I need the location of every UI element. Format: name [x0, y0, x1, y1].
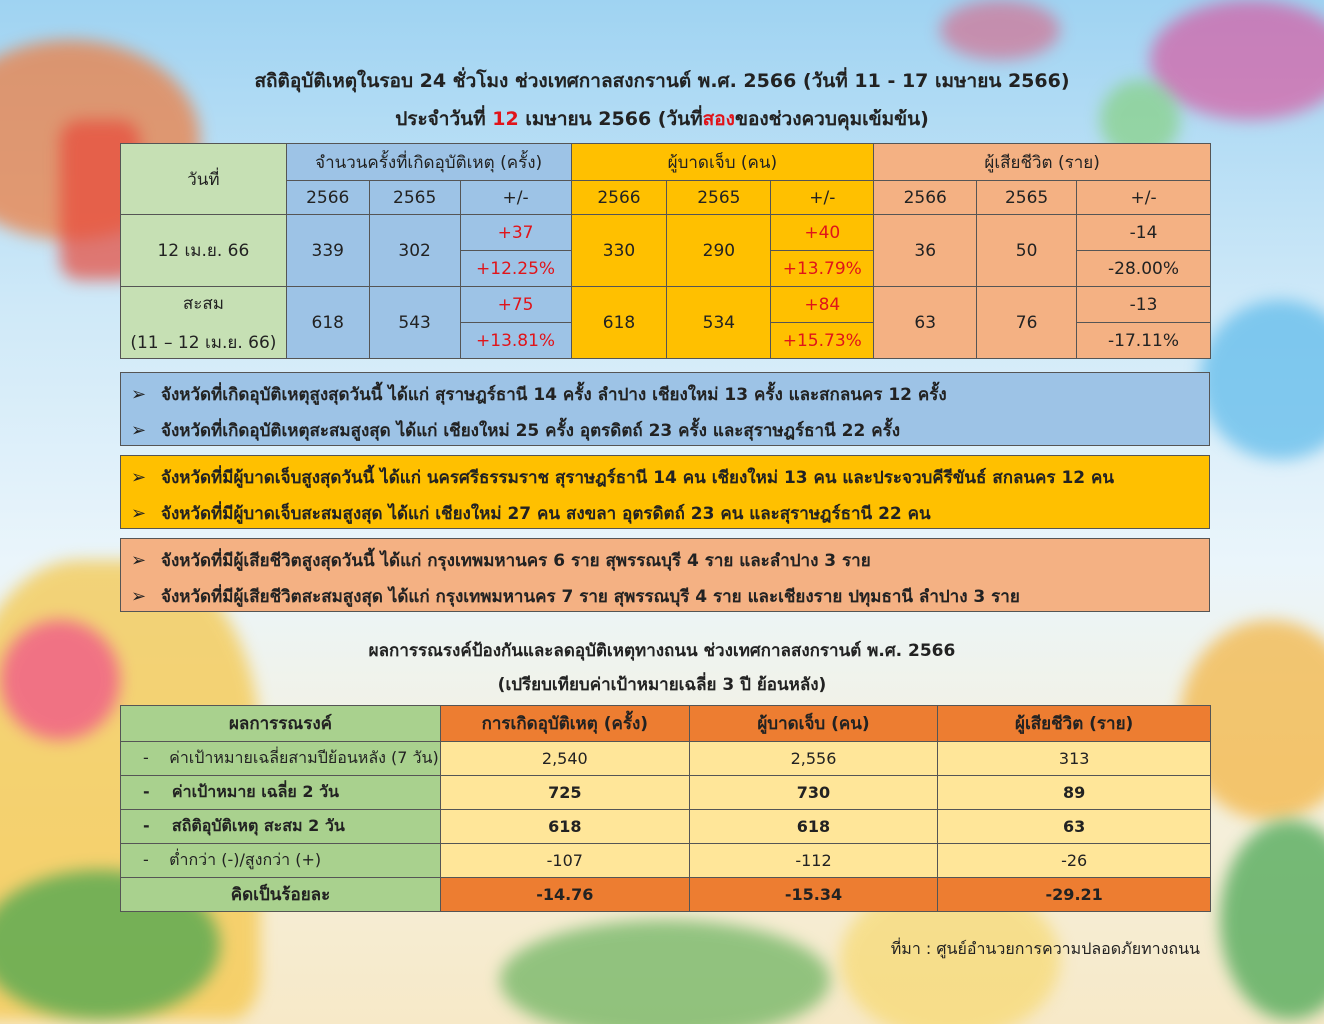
col-diff: +/-	[771, 181, 874, 215]
table-cell: -29.21	[938, 878, 1211, 912]
deaths-group-header: ผู้เสียชีวิต (ราย)	[874, 144, 1211, 181]
table-cell: 725	[440, 776, 689, 810]
table-cell: -17.11%	[1077, 323, 1211, 359]
table-cell: -28.00%	[1077, 251, 1211, 287]
total-row-label: คิดเป็นร้อยละ	[121, 878, 441, 912]
table-cell: 63	[874, 287, 977, 359]
list-item: ➢ จังหวัดที่มีผู้เสียชีวิตสะสมสูงสุด ได้แก่ กรุงเทพมหานคร 7 ราย สุพรรณบุรี 4 ราย และเชียงราย ปทุมธานี ลำปาง 3 ราย	[161, 579, 1209, 615]
header-result: ผลการรณรงค์	[121, 706, 441, 742]
title-ordinal: สอง	[702, 108, 735, 130]
table-cell: +15.73%	[771, 323, 874, 359]
col-diff: +/-	[460, 181, 571, 215]
table-cell: 339	[286, 215, 369, 287]
table-cell: 618	[571, 287, 667, 359]
list-item: ➢ จังหวัดที่มีผู้เสียชีวิตสูงสุดวันนี้ ได้แก่ กรุงเทพมหานคร 6 ราย สุพรรณบุรี 4 ราย และลำปาง 3 ราย	[161, 543, 1209, 579]
table-cell: 2,540	[440, 742, 689, 776]
table-cell: 50	[977, 215, 1077, 287]
table-cell: +13.81%	[460, 323, 571, 359]
arrow-bullet-icon: ➢	[131, 503, 147, 524]
header-injured: ผู้บาดเจ็บ (คน)	[689, 706, 938, 742]
injured-notes-box	[120, 455, 1210, 529]
header-accidents: การเกิดอุบัติเหตุ (ครั้ง)	[440, 706, 689, 742]
row-label: 12 เม.ย. 66	[121, 215, 287, 287]
table-cell: -14	[1077, 215, 1211, 251]
col-diff: +/-	[1077, 181, 1211, 215]
table-cell: 618	[286, 287, 369, 359]
injured-group-header: ผู้บาดเจ็บ (คน)	[571, 144, 874, 181]
row-label: สะสม (11 – 12 เม.ย. 66)	[121, 287, 287, 359]
campaign-title: ผลการรณรงค์ป้องกันและลดอุบัติเหตุทางถนน ช่วงเทศกาลสงกรานต์ พ.ศ. 2566	[368, 641, 956, 661]
table-cell: +84	[771, 287, 874, 323]
campaign-subtitle: (เปรียบเทียบค่าเป้าหมายเฉลี่ย 3 ปี ย้อนหลัง)	[497, 675, 827, 695]
table-cell: 302	[369, 215, 460, 287]
accidents-notes-box	[120, 372, 1210, 446]
table-cell: 534	[667, 287, 771, 359]
table-cell: 543	[369, 287, 460, 359]
table-cell: +12.25%	[460, 251, 571, 287]
table-cell: -13	[1077, 287, 1211, 323]
arrow-bullet-icon: ➢	[131, 384, 147, 405]
table-cell: 618	[689, 810, 938, 844]
header-deaths: ผู้เสียชีวิต (ราย)	[938, 706, 1211, 742]
col-2566: 2566	[286, 181, 369, 215]
campaign-table	[120, 705, 1211, 912]
table-cell: 76	[977, 287, 1077, 359]
table-cell: 290	[667, 215, 771, 287]
table-cell: 313	[938, 742, 1211, 776]
row-label: - สถิติอุบัติเหตุ สะสม 2 วัน	[121, 810, 441, 844]
accidents-group-header: จำนวนครั้งที่เกิดอุบัติเหตุ (ครั้ง)	[286, 144, 571, 181]
table-cell: -14.76	[440, 878, 689, 912]
col-2565: 2565	[977, 181, 1077, 215]
table-cell: +40	[771, 215, 874, 251]
day-header: วันที่	[121, 144, 287, 215]
row-label: - ค่าเป้าหมาย เฉลี่ย 2 วัน	[121, 776, 441, 810]
table-cell: 618	[440, 810, 689, 844]
title-line-1: สถิติอุบัติเหตุในรอบ 24 ชั่วโมง ช่วงเทศกาลสงกรานต์ พ.ศ. 2566 (วันที่ 11 - 17 เมษายน 2566)	[254, 70, 1070, 92]
table-cell: 2,556	[689, 742, 938, 776]
deaths-notes-box	[120, 538, 1210, 612]
arrow-bullet-icon: ➢	[131, 467, 147, 488]
list-item: ➢ จังหวัดที่เกิดอุบัติเหตุสะสมสูงสุด ได้แก่ เชียงใหม่ 25 ครั้ง อุตรดิตถ์ 23 ครั้ง และสุราษฎร์ธานี 22 ครั้ง	[161, 413, 1209, 449]
list-item: ➢ จังหวัดที่มีผู้บาดเจ็บสะสมสูงสุด ได้แก่ เชียงใหม่ 27 คน สงขลา อุตรดิตถ์ 23 คน และสุราษฎร์ธานี 22 คน	[161, 496, 1209, 532]
table-cell: +75	[460, 287, 571, 323]
col-2566: 2566	[874, 181, 977, 215]
col-2565: 2565	[369, 181, 460, 215]
list-item: ➢ จังหวัดที่มีผู้บาดเจ็บสูงสุดวันนี้ ได้แก่ นครศรีธรรมราช สุราษฎร์ธานี 14 คน เชียงใหม่ 13 คน และประจวบคีรีขันธ์ สกลนคร 12 คน	[161, 460, 1209, 496]
col-2566: 2566	[571, 181, 667, 215]
table-cell: 730	[689, 776, 938, 810]
title-day: 12	[492, 108, 519, 130]
daily-stats-table	[120, 143, 1211, 359]
row-label: - ค่าเป้าหมายเฉลี่ยสามปีย้อนหลัง (7 วัน)	[121, 742, 441, 776]
table-cell: -112	[689, 844, 938, 878]
arrow-bullet-icon: ➢	[131, 420, 147, 441]
arrow-bullet-icon: ➢	[131, 586, 147, 607]
table-cell: -15.34	[689, 878, 938, 912]
table-cell: +37	[460, 215, 571, 251]
table-cell: -26	[938, 844, 1211, 878]
table-cell: 36	[874, 215, 977, 287]
table-cell: 330	[571, 215, 667, 287]
row-label: - ต่ำกว่า (-)/สูงกว่า (+)	[121, 844, 441, 878]
table-cell: 63	[938, 810, 1211, 844]
table-cell: 89	[938, 776, 1211, 810]
table-cell: +13.79%	[771, 251, 874, 287]
source-note: ที่มา : ศูนย์อำนวยการความปลอดภัยทางถนน	[890, 939, 1200, 958]
table-cell: -107	[440, 844, 689, 878]
list-item: ➢ จังหวัดที่เกิดอุบัติเหตุสูงสุดวันนี้ ได้แก่ สุราษฎร์ธานี 14 ครั้ง ลำปาง เชียงใหม่ 13 ครั้ง และสกลนคร 12 ครั้ง	[161, 377, 1209, 413]
arrow-bullet-icon: ➢	[131, 550, 147, 571]
title-line-2: ประจำวันที่ 12 เมษายน 2566 (วันที่สองของช่วงควบคุมเข้มข้น)	[395, 108, 929, 130]
col-2565: 2565	[667, 181, 771, 215]
